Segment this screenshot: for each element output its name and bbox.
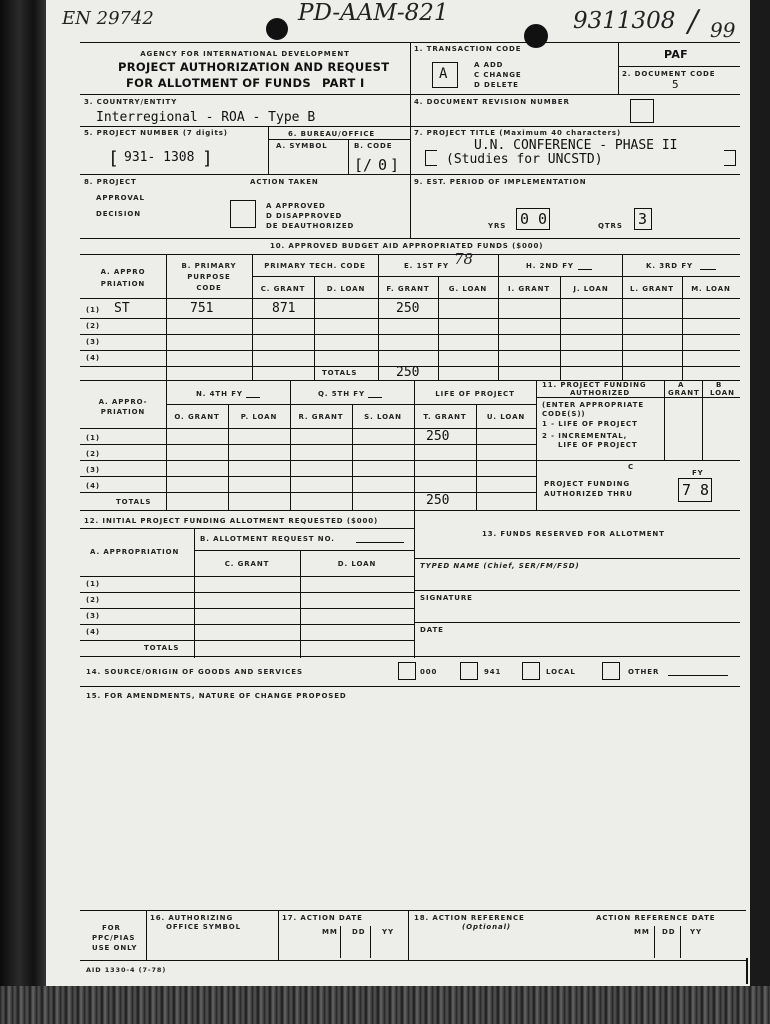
form-part: PART I xyxy=(322,76,365,90)
source-941-label: 941 xyxy=(484,668,502,676)
rule xyxy=(700,269,716,270)
third-fy-label: K. 3RD FY xyxy=(646,262,693,270)
for-label: FOR xyxy=(102,924,121,932)
rule xyxy=(414,622,740,623)
typed-name-label: TYPED NAME (Chief, SER/FM/FSD) xyxy=(420,562,580,570)
col-header: S. LOAN xyxy=(364,413,402,421)
r1-first-fy-grant: 250 xyxy=(396,301,420,316)
form-title-line1: PROJECT AUTHORIZATION AND REQUEST xyxy=(118,60,390,74)
signature-label: SIGNATURE xyxy=(420,594,473,602)
document-code-value: 5 xyxy=(672,78,679,91)
approval-option-deauthorized: DE DEAUTHORIZED xyxy=(266,222,355,230)
for-label-3: USE ONLY xyxy=(92,944,138,952)
funding-instruction: (ENTER APPROPRIATE xyxy=(542,401,644,409)
funding-thru-value: 7 8 xyxy=(682,481,710,499)
handwritten-left-note: EN 29742 xyxy=(62,8,154,29)
totals-label: TOTALS xyxy=(116,498,152,506)
funding-b-label: B xyxy=(716,381,723,389)
rule xyxy=(680,926,681,958)
allotment-request-label: B. ALLOTMENT REQUEST NO. xyxy=(200,535,335,543)
rule xyxy=(80,686,740,687)
rule xyxy=(414,380,415,510)
fifth-fy-label: Q. 5TH FY xyxy=(318,390,365,398)
approval-label-3: DECISION xyxy=(96,210,141,218)
authorizing-symbol-label-2: OFFICE SYMBOL xyxy=(166,923,241,931)
punch-hole-mark xyxy=(266,18,288,40)
col-header: G. LOAN xyxy=(448,285,488,293)
rule xyxy=(268,139,410,140)
source-other-checkbox[interactable] xyxy=(602,662,620,680)
rule xyxy=(80,656,740,657)
rule xyxy=(80,910,746,911)
authorizing-symbol-label: 16. AUTHORIZING xyxy=(150,914,234,922)
funding-c-label: C xyxy=(628,463,635,471)
rule xyxy=(80,960,746,961)
rule xyxy=(80,254,740,255)
col-header: I. GRANT xyxy=(507,285,551,293)
budget2-appropriation-label: A. APPRO- xyxy=(98,398,148,406)
funding-loan-label: LOAN xyxy=(710,389,735,397)
rule xyxy=(578,269,592,270)
form-title-line2: FOR ALLOTMENT OF FUNDS xyxy=(126,76,311,90)
source-other-label: OTHER xyxy=(628,668,660,676)
r1-purpose-code: 751 xyxy=(190,301,214,316)
rule xyxy=(80,444,536,445)
rule xyxy=(370,926,371,958)
for-label-2: PPC/PIAS xyxy=(92,934,136,942)
revision-number-box[interactable] xyxy=(630,99,654,123)
action-reference-date-label: ACTION REFERENCE DATE xyxy=(596,914,716,922)
action-date-label: 17. ACTION DATE xyxy=(282,914,363,922)
allotment-loan-label: D. LOAN xyxy=(337,560,377,568)
row-label: (4) xyxy=(86,482,100,490)
country-value: Interregional - ROA - Type B xyxy=(96,110,316,125)
years-value: 0 0 xyxy=(520,210,548,228)
title-bracket-open xyxy=(425,150,437,166)
funding-thru-label: PROJECT FUNDING xyxy=(544,480,631,488)
second-fy-label: H. 2ND FY xyxy=(526,262,574,270)
rule xyxy=(414,510,415,658)
source-label: 14. SOURCE/ORIGIN OF GOODS AND SERVICES xyxy=(86,668,303,676)
rule xyxy=(348,139,349,174)
rule xyxy=(268,126,269,174)
totals-value: 250 xyxy=(426,493,450,508)
action-reference-optional: (Optional) xyxy=(462,923,512,931)
action-date-dd: DD xyxy=(352,928,366,936)
rule xyxy=(80,298,740,299)
col-header: R. GRANT xyxy=(298,413,344,421)
bureau-code-box-open: [/ xyxy=(354,156,373,174)
row-label: (3) xyxy=(86,612,100,620)
funding-option-life: 1 - LIFE OF PROJECT xyxy=(542,420,638,428)
row-label: (1) xyxy=(86,434,100,442)
allotment-grant-label: C. GRANT xyxy=(224,560,270,568)
rule xyxy=(80,428,536,429)
rule xyxy=(340,926,341,958)
bureau-label: 6. BUREAU/OFFICE xyxy=(288,130,376,138)
totals-value: 250 xyxy=(396,365,420,380)
rule xyxy=(80,334,740,335)
approval-option-disapproved: D DISAPPROVED xyxy=(266,212,343,220)
amendments-label: 15. FOR AMENDMENTS, NATURE OF CHANGE PROPOSED xyxy=(86,692,347,700)
rule xyxy=(536,397,740,398)
col-header: P. LOAN xyxy=(240,413,278,421)
rule xyxy=(536,380,537,510)
funding-option-incremental-2: LIFE OF PROJECT xyxy=(558,441,638,449)
r1-tech-grant: 871 xyxy=(272,301,296,316)
implementation-period-label: 9. EST. PERIOD OF IMPLEMENTATION xyxy=(414,178,587,186)
date-label: DATE xyxy=(420,626,444,634)
row-label: (4) xyxy=(86,354,100,362)
funding-option-incremental: 2 - INCREMENTAL, xyxy=(542,432,628,440)
first-fy-value: 78 xyxy=(454,250,474,268)
project-title-line1: U.N. CONFERENCE - PHASE II xyxy=(474,138,678,153)
rule xyxy=(166,380,167,510)
handwritten-project-ref: 9311308 xyxy=(573,8,676,34)
country-label: 3. COUNTRY/ENTITY xyxy=(84,98,178,106)
row-label: (4) xyxy=(86,628,100,636)
source-000-label: 000 xyxy=(420,668,438,676)
rule xyxy=(408,910,409,960)
rule xyxy=(80,238,740,239)
rule xyxy=(618,42,619,94)
bureau-code-value: 0 xyxy=(378,156,388,174)
rule xyxy=(622,254,623,380)
bureau-code-label: B. CODE xyxy=(354,142,393,150)
rule xyxy=(80,592,414,593)
rule xyxy=(414,590,740,591)
agency-name: AGENCY FOR INTERNATIONAL DEVELOPMENT xyxy=(140,50,350,58)
form-identifier: AID 1330-4 (7-78) xyxy=(86,966,167,974)
rule xyxy=(410,94,411,126)
bracket: [ xyxy=(108,148,119,169)
rule xyxy=(194,550,414,551)
budget-label: 10. APPROVED BUDGET AID APPROPRIATED FUNDS ($000) xyxy=(270,242,544,250)
rule xyxy=(80,350,740,351)
rule xyxy=(80,624,414,625)
rule xyxy=(80,576,414,577)
col-header: J. LOAN xyxy=(573,285,609,293)
purpose-code-label-3: CODE xyxy=(196,284,222,292)
rule xyxy=(80,318,740,319)
row-label: (2) xyxy=(86,596,100,604)
col-header: U. LOAN xyxy=(486,413,526,421)
rule xyxy=(356,542,404,543)
source-local-label: LOCAL xyxy=(546,668,576,676)
ref-date-dd: DD xyxy=(662,928,676,936)
rule xyxy=(146,910,147,960)
handwritten-slash: / xyxy=(688,4,699,39)
source-local-checkbox[interactable] xyxy=(522,662,540,680)
col-header: F. GRANT xyxy=(386,285,430,293)
rule xyxy=(290,380,291,510)
rule xyxy=(80,510,740,511)
transaction-option-change: C CHANGE xyxy=(474,71,522,79)
rule xyxy=(618,66,740,67)
transaction-code-label: 1. TRANSACTION CODE xyxy=(414,45,522,53)
approval-label: 8. PROJECT xyxy=(84,178,137,186)
approval-decision-box[interactable] xyxy=(230,200,256,228)
funding-label-2: AUTHORIZED xyxy=(570,389,631,397)
rule xyxy=(664,380,665,460)
col-header: L. GRANT xyxy=(630,285,674,293)
rule xyxy=(166,404,536,405)
action-taken-label: ACTION TAKEN xyxy=(250,178,319,186)
scan-bottom-edge xyxy=(0,986,770,1024)
approval-option-approved: A APPROVED xyxy=(266,202,326,210)
rule xyxy=(246,397,260,398)
rule xyxy=(746,958,748,984)
approval-label-2: APPROVAL xyxy=(96,194,145,202)
first-fy-label: E. 1ST FY xyxy=(404,262,449,270)
row-label: (3) xyxy=(86,338,100,346)
action-reference-label: 18. ACTION REFERENCE xyxy=(414,914,525,922)
totals-label: TOTALS xyxy=(144,644,180,652)
project-title-line2: (Studies for UNCSTD) xyxy=(446,152,603,167)
allotment-appropriation-label: A. APPROPRIATION xyxy=(90,548,180,556)
funding-instruction-2: CODE(S)) xyxy=(542,410,586,418)
allotment-label: 12. INITIAL PROJECT FUNDING ALLOTMENT REQUESTED ($000) xyxy=(84,517,379,525)
title-bracket-close xyxy=(724,150,736,166)
project-number-value: 931- 1308 xyxy=(124,150,195,165)
bracket: ] xyxy=(202,148,213,169)
col-header: C. GRANT xyxy=(260,285,306,293)
paf-label: PAF xyxy=(664,48,688,61)
budget2-appropriation-label-2: PRIATION xyxy=(100,408,146,416)
row-label: (1) xyxy=(86,580,100,588)
rule xyxy=(702,380,703,460)
col-header: T. GRANT xyxy=(423,413,467,421)
source-941-checkbox[interactable] xyxy=(460,662,478,680)
r1-appropriation: ST xyxy=(114,301,130,316)
handwritten-ref-suffix: 99 xyxy=(710,18,736,42)
quarters-label: QTRS xyxy=(598,222,623,230)
rule xyxy=(80,640,414,641)
bracket: ] xyxy=(390,156,400,174)
source-000-checkbox[interactable] xyxy=(398,662,416,680)
rule xyxy=(194,528,195,658)
totals-label: TOTALS xyxy=(322,369,358,377)
ref-date-yy: YY xyxy=(690,928,702,936)
transaction-option-add: A ADD xyxy=(474,61,504,69)
rule xyxy=(410,42,411,94)
purpose-code-label-2: PURPOSE xyxy=(187,273,231,281)
rule xyxy=(414,558,740,559)
rule xyxy=(80,608,414,609)
rule xyxy=(498,254,499,380)
transaction-option-delete: D DELETE xyxy=(474,81,519,89)
funding-thru-label-2: AUTHORIZED THRU xyxy=(544,490,633,498)
action-date-mm: MM xyxy=(322,928,338,936)
funding-grant-label: GRANT xyxy=(668,389,700,397)
rule xyxy=(80,492,536,493)
rule xyxy=(278,910,279,960)
project-number-label: 5. PROJECT NUMBER (7 digits) xyxy=(84,129,228,137)
rule xyxy=(668,675,728,676)
life-grant-value: 250 xyxy=(426,429,450,444)
rule xyxy=(80,476,536,477)
row-label: (3) xyxy=(86,466,100,474)
rule xyxy=(410,126,411,238)
budget-appropriation-label: A. APPRO xyxy=(100,268,146,276)
rule xyxy=(80,460,740,461)
col-header: O. GRANT xyxy=(174,413,220,421)
rule xyxy=(252,254,253,380)
purpose-code-label: B. PRIMARY xyxy=(181,262,237,270)
transaction-code-value: A xyxy=(439,66,448,82)
ref-date-mm: MM xyxy=(634,928,650,936)
revision-label: 4. DOCUMENT REVISION NUMBER xyxy=(414,98,570,106)
life-of-project-label: LIFE OF PROJECT xyxy=(435,390,515,398)
action-date-yy: YY xyxy=(382,928,394,936)
scan-left-edge xyxy=(0,0,48,1024)
row-label: (2) xyxy=(86,450,100,458)
col-header: M. LOAN xyxy=(691,285,731,293)
bureau-symbol-label: A. SYMBOL xyxy=(276,142,328,150)
punch-hole-mark xyxy=(524,24,548,48)
rule xyxy=(654,926,655,958)
funding-a-label: A xyxy=(678,381,685,389)
funding-label: 11. PROJECT FUNDING xyxy=(542,381,647,389)
funding-fy-label: FY xyxy=(692,469,704,477)
handwritten-doc-number: PD-AAM-821 xyxy=(298,0,449,26)
years-label: YRS xyxy=(488,222,507,230)
row-label: (1) xyxy=(86,306,100,314)
funds-reserved-label: 13. FUNDS RESERVED FOR ALLOTMENT xyxy=(482,530,665,538)
primary-tech-code-label: PRIMARY TECH. CODE xyxy=(264,262,366,270)
quarters-value: 3 xyxy=(638,210,648,228)
col-header: D. LOAN xyxy=(326,285,366,293)
project-title-label: 7. PROJECT TITLE (Maximum 40 characters) xyxy=(414,129,622,137)
document-code-label: 2. DOCUMENT CODE xyxy=(622,70,716,78)
rule xyxy=(80,174,740,175)
fourth-fy-label: N. 4TH FY xyxy=(196,390,243,398)
rule xyxy=(252,276,740,277)
budget-appropriation-label-2: PRIATION xyxy=(100,280,146,288)
rule xyxy=(378,254,379,380)
row-label: (2) xyxy=(86,322,100,330)
rule xyxy=(368,397,382,398)
rule xyxy=(80,528,414,529)
